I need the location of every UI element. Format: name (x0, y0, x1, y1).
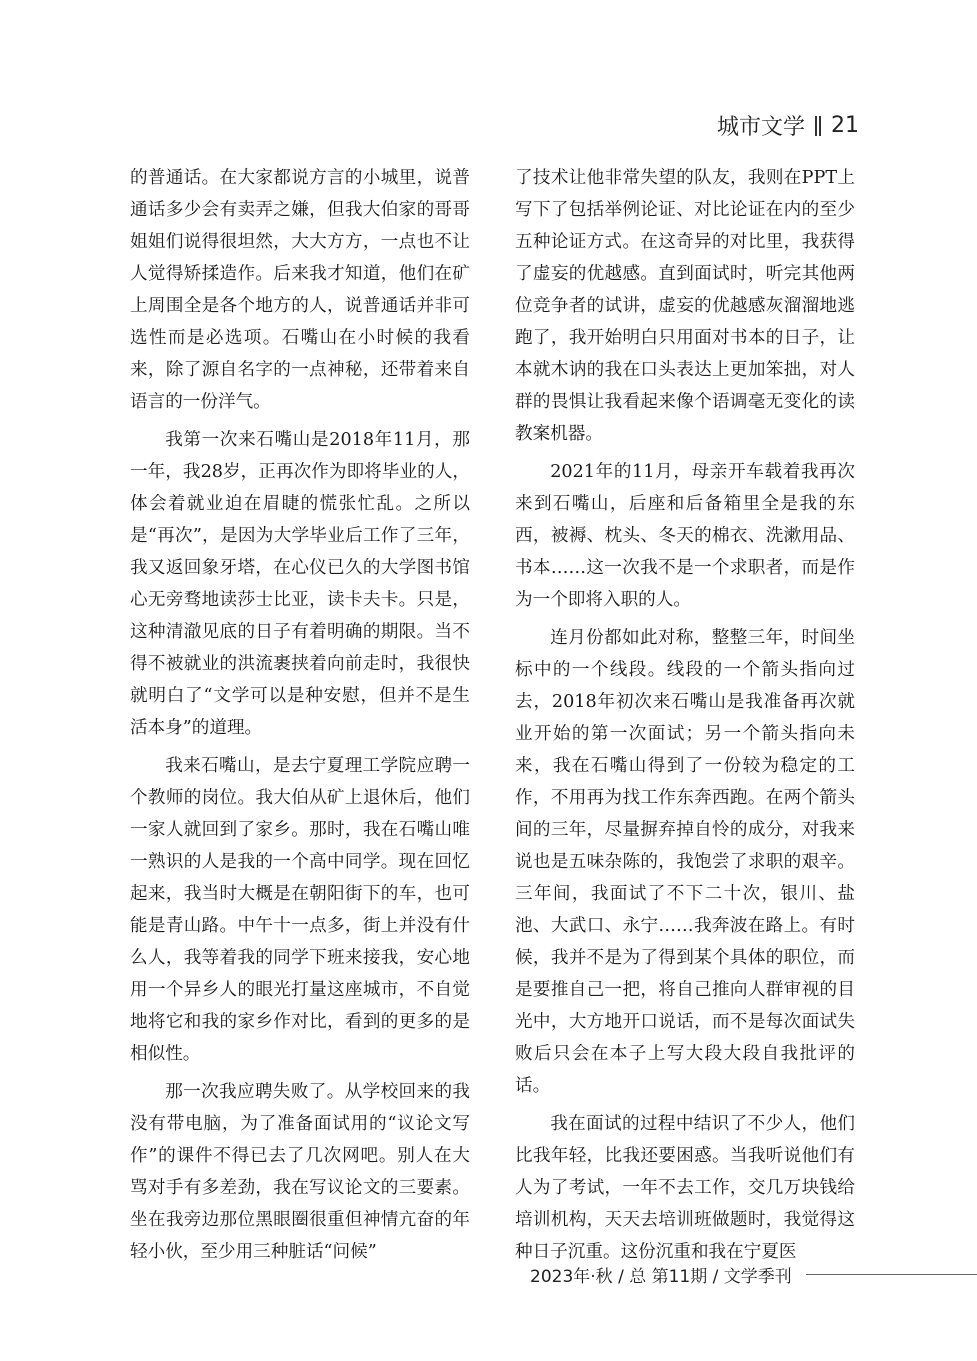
paragraph: 的普通话。在大家都说方言的小城里，说普通话多少会有卖弄之嫌，但我大伯家的哥哥姐姐们说得很坦然，大大方方，一点也不让人觉得矫揉造作。后来我才知道，他们在矿上周围全是各个地方的人，说普通话并非可选性而是必选项。石嘴山在小时候的我看来，除了源自名字的一点神秘，还带着来自语言的一份洋气。 (130, 168, 470, 412)
left-column (130, 162, 470, 1268)
page-number: 21 (831, 113, 859, 138)
running-header (717, 110, 859, 141)
issue-info: 2023年·秋 / 总 第11期 / 文学季刊 (530, 1267, 792, 1287)
right-column (515, 162, 855, 1268)
paragraph: 2021年的11月，母亲开车载着我再次来到石嘴山，后座和后备箱里全是我的东西，被褥、枕头、冬天的棉衣、洗漱用品、书本……这一次我不是一个求职者，而是作为一个即将入职的人。 (515, 462, 855, 610)
paragraph: 我第一次来石嘴山是2018年11月，那一年，我28岁，正再次作为即将毕业的人，体会着就业迫在眉睫的慌张忙乱。之所以是“再次”，是因为大学毕业后工作了三年，我又返回象牙塔，在心仪已久的大学图书馆心无旁骛地读莎士比亚，读卡夫卡。只是，这种清澈见底的日子有着明确的期限。当不得不被就业的洪流裹挟着向前走时，我很快就明白了“文学可以是种安慰，但并不是生活本身”的道理。 (130, 430, 470, 738)
paragraph: 连月份都如此对称，整整三年，时间坐标中的一个线段。线段的一个箭头指向过去，2018年初次来石嘴山是我准备再次就业开始的第一次面试；另一个箭头指向未来，我在石嘴山得到了一份较为稳定的工作，不用再为找工作东奔西跑。在两个箭头间的三年，尽量摒弃掉自怜的成分，对我来说也是五味杂陈的，我饱尝了求职的艰辛。三年间，我面试了不下二十次，银川、盐池、大武口、永宁……我奔波在路上。有时候，我并不是为了得到某个具体的职位，而是要推自己一把，将自己推向人群审视的目光中，大方地开口说话，而不是每次面试失败后只会在本子上写大段大段自我批评的话。 (515, 628, 855, 1096)
footer-rule (806, 1274, 977, 1275)
paragraph: 那一次我应聘失败了。从学校回来的我没有带电脑，为了准备面试用的“议论文写作”的课件不得已去了几次网吧。别人在大骂对手有多差劲，我在写议论文的三要素。坐在我旁边那位黑眼圈很重但神情亢奋的年轻小伙，至少用三种脏话“问候” (130, 1082, 470, 1262)
paragraph: 了技术让他非常失望的队友，我则在PPT上写下了包括举例论证、对比论证在内的至少五种论证方式。在这奇异的对比里，我获得了虚妄的优越感。直到面试时，听完其他两位竞争者的试讲，虚妄的优越感灰溜溜地逃跑了，我开始明白只用面对书本的日子，让本就木讷的我在口头表达上更加笨拙，对人群的畏惧让我看起来像个语调毫无变化的读教案机器。 (515, 168, 855, 444)
page-footer (530, 1262, 977, 1287)
journal-title: 城市文学 (716, 115, 805, 140)
paragraph: 我来石嘴山，是去宁夏理工学院应聘一个教师的岗位。我大伯从矿上退休后，他们一家人就回到了家乡。那时，我在石嘴山唯一熟识的人是我的一个高中同学。现在回忆起来，我当时大概是在朝阳街下的车，也可能是青山路。中午十一点多，街上并没有什么人，我等着我的同学下班来接我，安心地用一个异乡人的眼光打量这座城市，不自觉地将它和我的家乡作对比，看到的更多的是相似性。 (130, 756, 470, 1064)
paragraph: 我在面试的过程中结识了不少人，他们比我年轻，比我还要困惑。当我听说他们有人为了考试，一年不去工作，交几万块钱给培训机构，天天去培训班做题时，我觉得这种日子沉重。这份沉重和我在宁夏医 (515, 1114, 855, 1262)
header-separator (815, 116, 821, 136)
